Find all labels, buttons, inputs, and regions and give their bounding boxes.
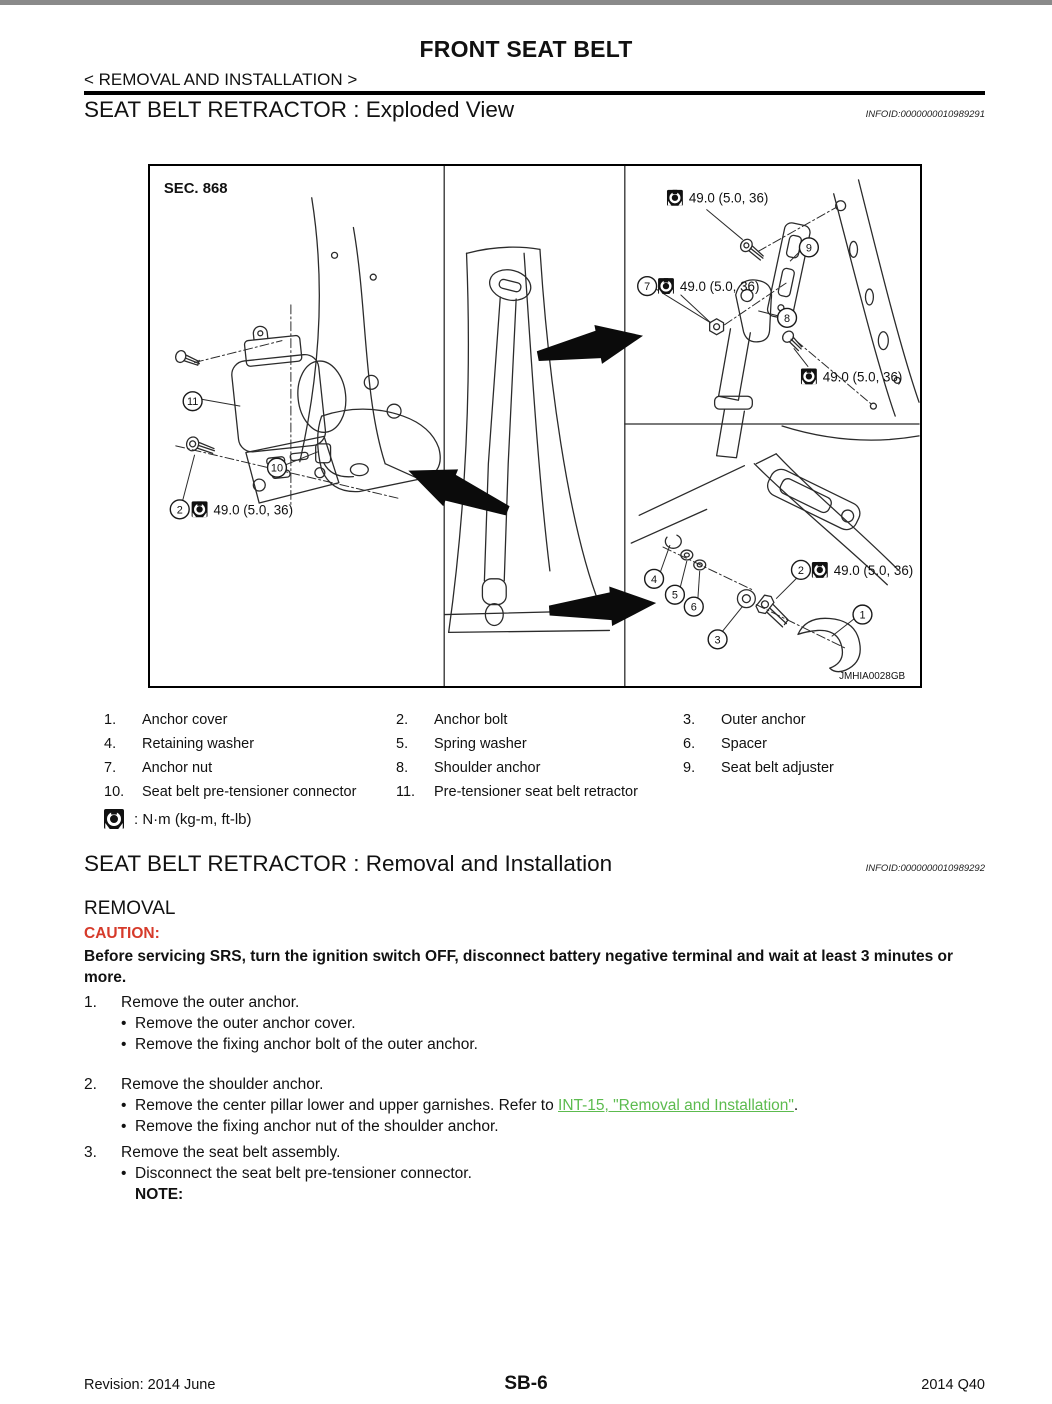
part-number: 10. <box>104 784 125 800</box>
bullet-icon: • <box>121 1015 127 1032</box>
list-item <box>121 1163 990 1184</box>
svg-text:49.0 (5.0, 36): 49.0 (5.0, 36) <box>213 502 294 518</box>
list-item <box>121 1013 990 1034</box>
exploded-view-drawing <box>150 166 920 686</box>
retractor-assembly-art <box>174 198 440 509</box>
part-number: 2. <box>396 712 409 728</box>
figure-code: JMHIA0028GB <box>839 671 906 683</box>
part-item-11 <box>396 780 683 804</box>
svg-text:2: 2 <box>176 504 183 517</box>
svg-text:9: 9 <box>805 242 812 255</box>
bullet-icon: • <box>121 1097 127 1114</box>
list-item <box>121 1116 990 1137</box>
part-item-7 <box>104 756 396 780</box>
callout-11 <box>183 392 202 411</box>
callout-2-right <box>792 560 811 579</box>
footer-revision: Revision: 2014 June <box>84 1377 216 1393</box>
center-pillar-art <box>445 247 610 632</box>
header-rule <box>84 91 985 95</box>
torque-legend-text: : N·m (kg-m, ft-lb) <box>134 810 252 828</box>
bullet-text: Disconnect the seat belt pre-tensioner connector. <box>135 1165 472 1182</box>
sec-868-label: SEC. 868 <box>163 180 228 197</box>
svg-text:5: 5 <box>671 589 678 602</box>
outer-anchor-art <box>631 426 919 672</box>
step-2 <box>84 1074 990 1137</box>
torque-label-mid-right <box>658 278 759 294</box>
caution-text: Before servicing SRS, turn the ignition switch OFF, disconnect battery negative terminal and wait at least 3 minutes or more. <box>84 948 954 986</box>
part-item-4 <box>104 732 396 756</box>
callout-5 <box>665 585 684 604</box>
svg-text:4: 4 <box>651 573 658 586</box>
section-removal-header <box>84 851 985 877</box>
page-title: FRONT SEAT BELT <box>419 36 633 62</box>
callout-1 <box>853 605 872 624</box>
svg-text:10: 10 <box>270 462 284 475</box>
bullet-text-pre: Remove the center pillar lower and upper garnishes. Refer to <box>135 1097 559 1114</box>
part-item-2 <box>396 708 683 732</box>
section-heading: SEAT BELT RETRACTOR : Removal and Installation <box>84 851 613 876</box>
step-1 <box>84 992 990 1055</box>
part-item-10 <box>104 780 396 804</box>
torque-label-lower-right <box>801 368 902 384</box>
step-title: Remove the seat belt assembly. <box>121 1144 341 1161</box>
part-item-8 <box>396 756 683 780</box>
step-title: Remove the shoulder anchor. <box>121 1076 324 1093</box>
torque-wrench-icon <box>192 501 208 517</box>
callout-6 <box>684 597 703 616</box>
part-number: 9. <box>683 760 696 776</box>
part-number: 3. <box>683 712 696 728</box>
part-label: Spring washer <box>434 736 527 752</box>
svg-text:7: 7 <box>644 281 651 294</box>
parts-list <box>104 708 984 804</box>
int-15-link[interactable]: INT-15, "Removal and Installation" <box>558 1097 794 1114</box>
svg-text:3: 3 <box>714 634 721 647</box>
footer-page-code: SB-6 <box>504 1373 548 1394</box>
part-number: 7. <box>104 760 117 776</box>
part-label: Anchor bolt <box>434 712 508 728</box>
part-number: 5. <box>396 736 409 752</box>
part-item-3 <box>683 708 984 732</box>
callout-10 <box>268 458 287 477</box>
svg-text:49.0 (5.0, 36): 49.0 (5.0, 36) <box>833 562 914 578</box>
section-heading: SEAT BELT RETRACTOR : Exploded View <box>84 97 515 122</box>
callout-3 <box>708 630 727 649</box>
list-item <box>121 1095 990 1116</box>
torque-label-bottom <box>812 562 913 578</box>
removal-subheading: REMOVAL <box>84 898 176 919</box>
removal-steps <box>84 992 990 1205</box>
torque-wrench-icon <box>812 562 828 578</box>
bullet-text: Remove the outer anchor cover. <box>135 1015 356 1032</box>
part-label: Retaining washer <box>142 736 255 752</box>
callout-9 <box>799 238 818 257</box>
part-item-6 <box>683 732 984 756</box>
breadcrumb: < REMOVAL AND INSTALLATION > <box>84 70 358 89</box>
exploded-view-figure <box>148 164 922 688</box>
svg-text:8: 8 <box>784 312 791 325</box>
bullet-text: Remove the fixing anchor nut of the shoulder anchor. <box>135 1118 499 1135</box>
svg-text:6: 6 <box>690 601 697 614</box>
callout-7 <box>638 277 657 296</box>
torque-wrench-icon <box>801 368 817 384</box>
part-number: 1. <box>104 712 117 728</box>
part-label: Seat belt adjuster <box>721 760 834 776</box>
torque-label-left <box>192 501 293 517</box>
part-label: Spacer <box>721 736 767 752</box>
section-exploded-view-header <box>84 97 985 123</box>
step-number: 1. <box>84 994 97 1011</box>
bullet-text-post: . <box>793 1097 799 1114</box>
infoid-label: INFOID:0000000010989291 <box>865 109 985 120</box>
part-label: Shoulder anchor <box>434 760 541 776</box>
torque-label-top-right <box>667 190 768 206</box>
list-item <box>121 1034 990 1055</box>
footer-model: 2014 Q40 <box>921 1377 985 1393</box>
direction-arrow-icons <box>401 316 658 630</box>
bullet-icon: • <box>121 1165 127 1182</box>
bullet-icon: • <box>121 1118 127 1135</box>
torque-wrench-icon <box>667 190 683 206</box>
bullet-text: Remove the fixing anchor bolt of the outer anchor. <box>135 1036 478 1053</box>
part-number: 6. <box>683 736 696 752</box>
part-label: Anchor nut <box>142 760 213 776</box>
svg-text:49.0 (5.0, 36): 49.0 (5.0, 36) <box>679 279 760 295</box>
torque-wrench-icon <box>658 278 674 294</box>
callout-4 <box>645 569 664 588</box>
callout-8 <box>778 308 797 327</box>
part-number: 4. <box>104 736 117 752</box>
step-number: 3. <box>84 1144 97 1161</box>
shoulder-anchor-art <box>681 180 919 458</box>
part-label: Seat belt pre-tensioner connector <box>142 784 357 800</box>
note-label: NOTE: <box>135 1186 184 1203</box>
part-label: Anchor cover <box>142 712 228 728</box>
part-number: 8. <box>396 760 409 776</box>
svg-text:49.0 (5.0, 36): 49.0 (5.0, 36) <box>688 190 769 206</box>
part-label: Outer anchor <box>721 712 806 728</box>
figure-panel-dividers <box>444 166 919 686</box>
infoid-label: INFOID:0000000010989292 <box>865 863 985 874</box>
bullet-text <box>135 1095 798 1116</box>
part-item-9 <box>683 756 984 780</box>
callout-leaders <box>183 251 855 636</box>
part-item-5 <box>396 732 683 756</box>
part-label: Pre-tensioner seat belt retractor <box>434 784 638 800</box>
part-item-1 <box>104 708 396 732</box>
svg-text:2: 2 <box>797 564 804 577</box>
step-title: Remove the outer anchor. <box>121 994 300 1011</box>
svg-text:11: 11 <box>186 396 199 409</box>
step-number: 2. <box>84 1076 97 1093</box>
caution-label: CAUTION: <box>84 925 160 942</box>
svg-text:1: 1 <box>859 609 866 622</box>
page-top-strip <box>0 0 1052 5</box>
torque-wrench-icon <box>104 809 124 829</box>
svg-text:49.0 (5.0, 36): 49.0 (5.0, 36) <box>822 369 903 385</box>
part-number: 11. <box>396 784 416 800</box>
callout-2-left <box>170 500 189 519</box>
bullet-icon: • <box>121 1036 127 1053</box>
step-3 <box>84 1142 990 1205</box>
torque-legend <box>104 809 252 829</box>
